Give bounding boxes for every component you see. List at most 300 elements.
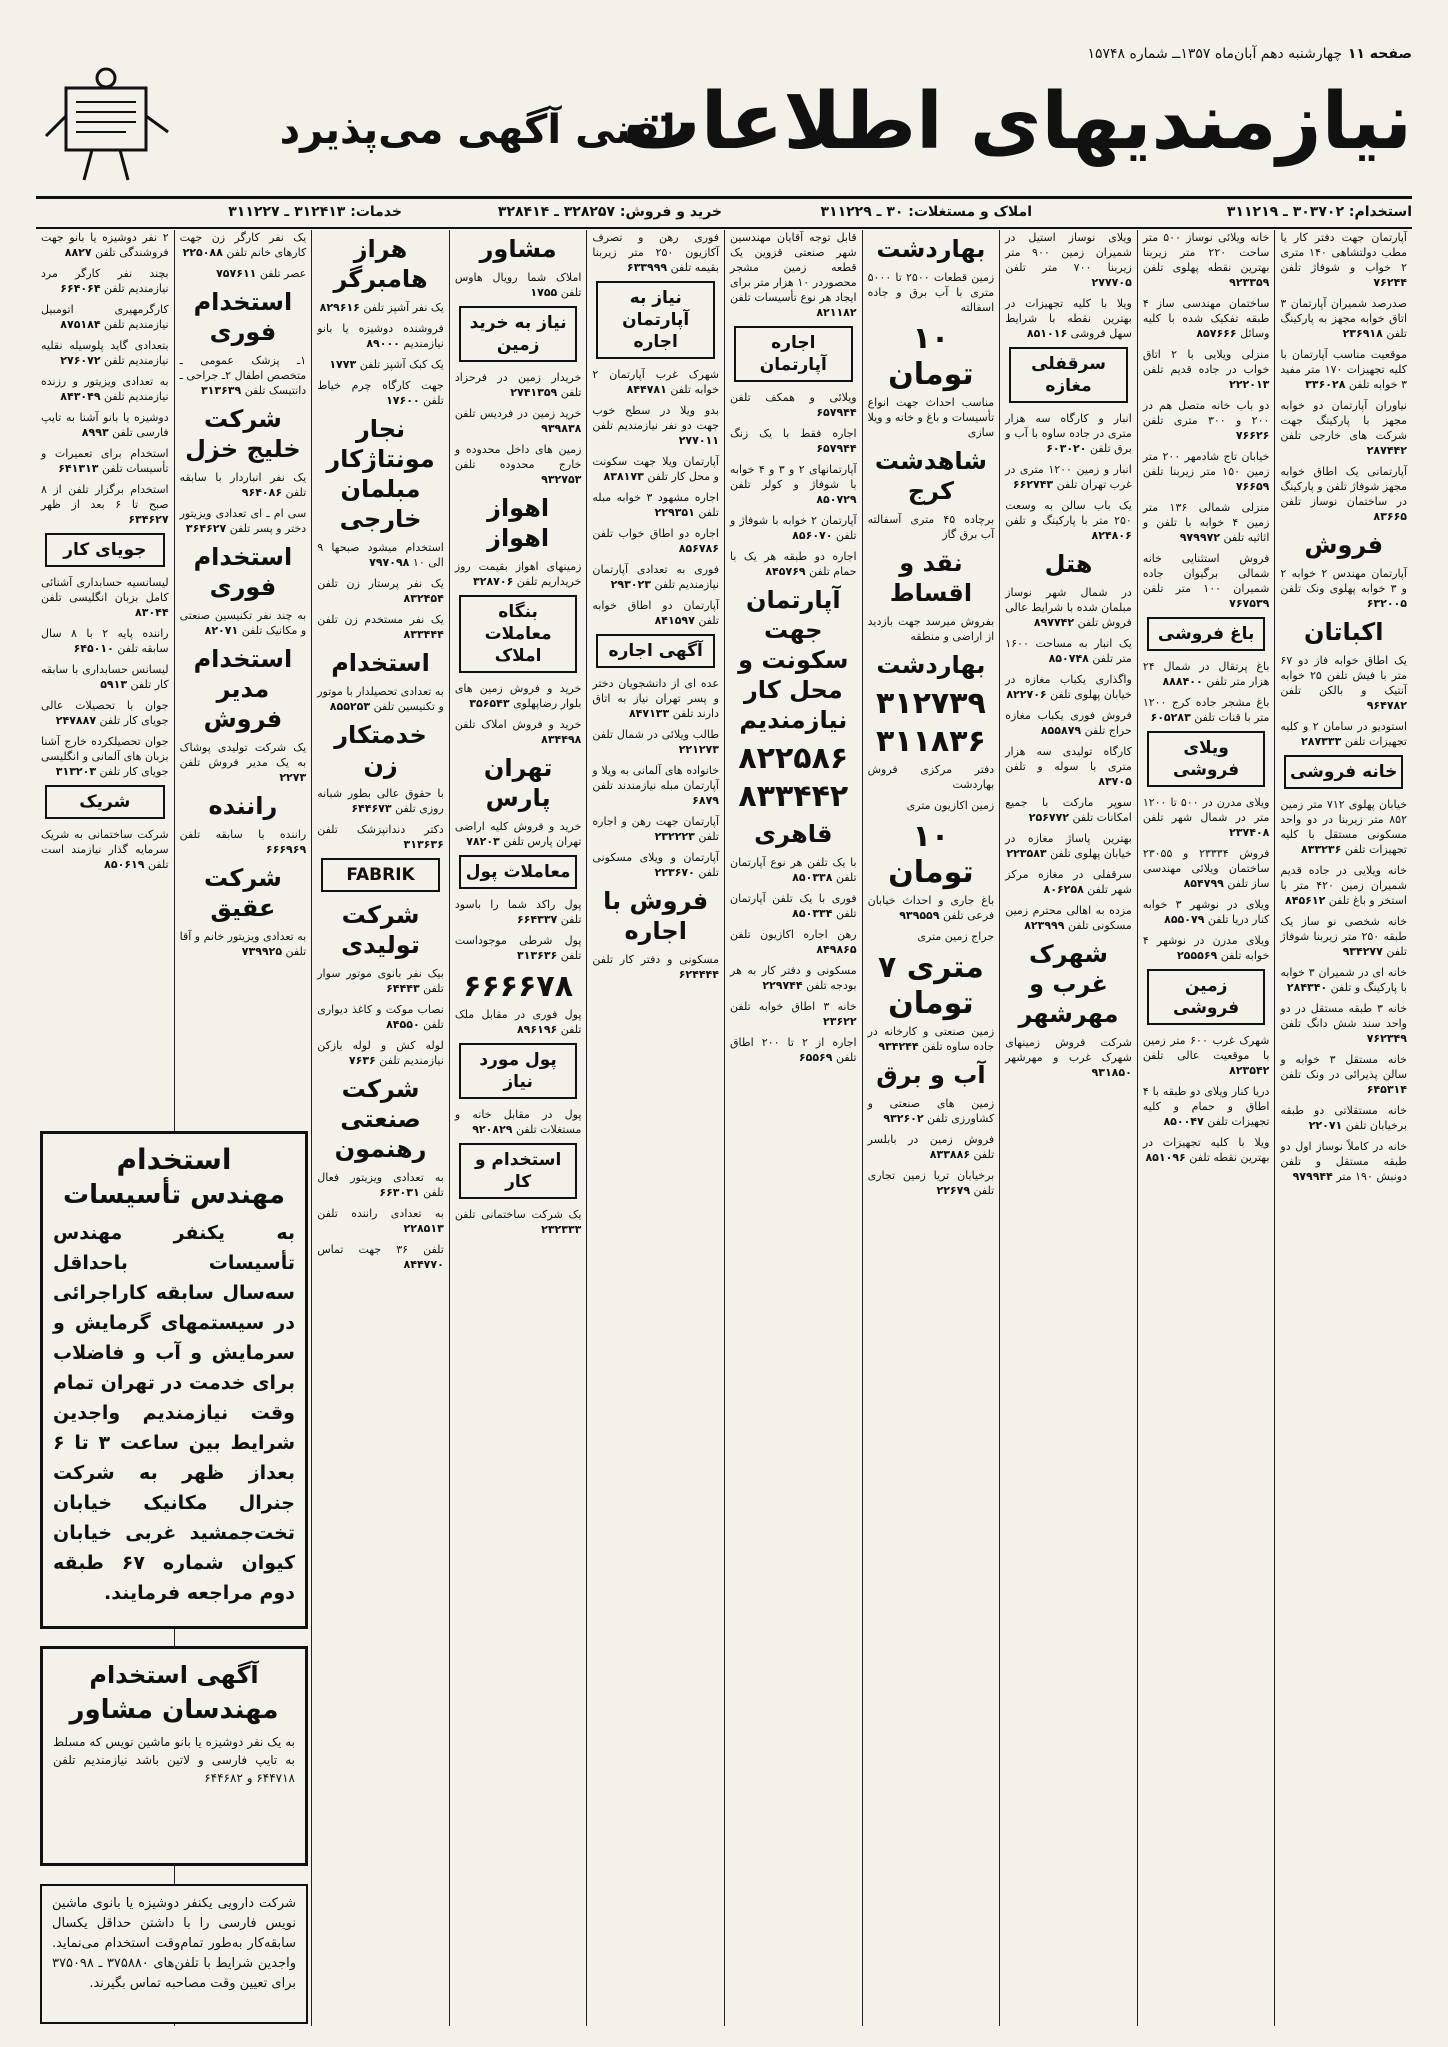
ad-text: برخیابان تریا زمین تجاری تلفن	[867, 1169, 995, 1197]
classified-ad	[730, 462, 857, 507]
ad-text: سی ام ـ ای تعدادی ویزیتور دختر و پسر تلفن	[179, 507, 307, 535]
classified-ad	[1005, 636, 1132, 666]
classified-ad	[592, 763, 719, 808]
big-ad-subtitle: مهندس تأسیسات	[63, 1180, 285, 1210]
ad-text: ویلا با کلیه تجهیزات در بهترین نقطه با شرایط سهل فروشی	[1005, 297, 1132, 340]
ad-text: رهن اجاره اکازیون تلفن	[730, 928, 857, 941]
masthead	[36, 74, 1412, 192]
ad-phone: ۲۳۲۲۲۳	[654, 830, 695, 843]
section-box: معاملات پول	[459, 855, 578, 889]
ad-phone: ۸۹۹۳	[81, 426, 109, 439]
ad-text: پول در مقابل خانه و مستغلات تلفن	[454, 1108, 582, 1136]
classified-ad	[455, 270, 582, 300]
ad-text: ساختمان مهندسی ساز ۴ طبقه تفکیک شده با کلیه وسائل	[1142, 297, 1270, 340]
classified-ad	[868, 1024, 995, 1054]
ad-text: برچاده ۴۵ متری آسفالته آب برق گاز	[867, 513, 995, 541]
classified-ad	[592, 598, 719, 628]
ad-heading: شرکت تولیدی	[341, 901, 420, 959]
phone-numbers: ۳۱۲۴۱۳ ـ ۳۱۱۲۲۷	[228, 204, 346, 220]
ad-phone: ۹۲۳۳۵۹	[1229, 276, 1270, 289]
ad-phone: ۲۷۷۷۰۵	[1091, 276, 1132, 289]
classified-ad	[455, 442, 582, 487]
section-box: نیاز به آپارتمان اجاره	[596, 281, 715, 359]
ad-phone: ۸۵۰۷۴۸	[1048, 652, 1089, 665]
classified-ad	[592, 403, 719, 448]
ad-text: خانه ویلائی نوساز ۵۰۰ متر ساحت ۲۲۰ متر زیربنا بهترین نقطه پهلوی تلفن	[1142, 231, 1270, 274]
ad-phone: ۸۹۷۷۴۲	[1033, 616, 1075, 629]
classified-ad	[317, 1206, 444, 1236]
phone-numbers: ۳۰ ـ ۳۱۱۲۲۹	[820, 204, 904, 220]
pharma-job-ad	[40, 1884, 308, 2024]
ad-phone: ۶۴۵۰۱۰	[73, 642, 114, 655]
ad-text: طالب ویلائی در شمال تلفن	[592, 728, 719, 741]
ad-text: ویلای مدرن در ۵۰۰ تا ۱۲۰۰ متر در شمال شهر تلفن	[1142, 796, 1270, 824]
ad-phone: ۶۵۷۹۴۴	[816, 406, 857, 419]
page-number: صفحه ۱۱	[1347, 46, 1412, 62]
classified-ad	[41, 230, 169, 260]
reader-illustration-icon	[36, 66, 186, 184]
ad-phone: ۸۳۳۴۴۴	[403, 628, 444, 641]
ad-text: ویلا با کلیه تجهیزات در بهترین نقطه تلفن	[1142, 1136, 1270, 1164]
ad-phone: ۶۳۳۹۹۹	[626, 261, 668, 274]
section-box: باغ فروشی	[1147, 617, 1266, 651]
classified-ad	[592, 490, 719, 520]
classified-ad	[41, 338, 169, 368]
ad-phone: ۳۱۳۶۳۶	[403, 838, 444, 851]
ad-phone: ۲۸۷۳۳۳	[1301, 735, 1342, 748]
ad-phone: ۶۳۲۰۰۵	[1366, 597, 1407, 610]
classified-ad	[317, 1170, 444, 1200]
classified-ad	[1280, 914, 1407, 959]
ad-text: آپارتمانی یک اطاق خوابه مجهز شوفاژ تلفن و پارکینگ در ساختمان نوساز تلفن	[1280, 465, 1407, 508]
big-number: ۳۱۱۸۳۶	[875, 724, 986, 759]
ad-phone: ۸۲۲۷۰۶	[1006, 688, 1047, 701]
ad-text: تلفن ۳۶ جهت تماس	[317, 1243, 444, 1256]
phone-buysell	[498, 199, 722, 225]
ad-phone: ۸۵۴۷۹۹	[1183, 877, 1224, 890]
classified-ad	[1143, 846, 1270, 891]
ad-phone: ۷۶۶۵۹	[1235, 480, 1270, 493]
issue-date: چهارشنبه دهم آبان‌ماه ۱۳۵۷ــ شماره ۱۵۷۴۸	[1087, 46, 1342, 62]
ad-phone: ۸۳۲۴۵۴	[403, 592, 444, 605]
ad-phone: ۲۲۶۷۹	[936, 1184, 971, 1197]
classified-ad	[1005, 744, 1132, 789]
ad-phone: ۸۳۳۸۸۶	[929, 1148, 971, 1161]
ad-phone: ۸۴۷۱۳۳	[628, 707, 670, 720]
ad-text: فروش ۲۳۳۳۴ و ۲۳۰۵۵ ساختمان ویلائی مهندسی ساز تلفن	[1142, 847, 1270, 890]
classified-ad	[41, 734, 169, 779]
ad-text: خانه ۳ طبقه مستقل در دو واحد سند شش دانگ تلفن	[1280, 1002, 1407, 1030]
classified-ad	[592, 814, 719, 844]
ad-text: بچند نفر کارگر مرد نیازمندیم تلفن	[41, 267, 169, 295]
ad-phone: ۸۲۱۱۸۲	[816, 306, 857, 319]
ad-text: یک نفر پرستار زن تلفن	[317, 577, 444, 590]
ad-text: در شمال شهر نوساز مبلمان شده با شرایط عالی فروش تلفن	[1005, 586, 1132, 629]
ad-text: استخدام برای تعمیرات و تأسیسات تلفن	[41, 447, 169, 475]
classified-ad	[317, 540, 444, 570]
ad-phone: ۸۹۶۱۹۶	[516, 1023, 558, 1036]
ad-phone: ۸۵۰۷۲۹	[816, 493, 857, 506]
ad-column	[311, 230, 449, 2026]
ad-heading: شهرک غرب و مهرشهر	[1018, 940, 1119, 1028]
ad-text: یک باب سالن به وسعت ۲۵۰ متر با پارکینگ و تلفن	[1005, 499, 1132, 527]
section-box: آگهی اجاره	[596, 634, 715, 668]
ad-phone: ۶۶۶۹۶۹	[265, 843, 307, 856]
ad-phone: ۳۳۶۰۲۸	[1305, 378, 1346, 391]
classified-ad	[592, 526, 719, 556]
ad-text: زمین اکازیون متری	[906, 799, 995, 812]
ad-column	[1137, 230, 1275, 2026]
ad-heading: هتل	[1044, 550, 1093, 578]
ad-phone: ۷۶۶۲۶	[1235, 429, 1270, 442]
ad-phone: ۲۲۹۷۴۴	[762, 979, 803, 992]
classified-ad	[1143, 449, 1270, 494]
classified-ad	[1280, 566, 1407, 611]
classified-ad	[868, 1132, 995, 1162]
ad-text: ویلای در نوشهر ۳ خوابه کنار دریا تلفن	[1142, 898, 1270, 926]
ad-phone: ۶۵۵۶۹	[798, 1051, 833, 1064]
ad-phone: ۶۵۷۹۴۴	[816, 442, 857, 455]
ad-text: لیسانس حسابداری با سابقه کار تلفن	[41, 663, 169, 691]
phone-employment	[1227, 199, 1412, 225]
ad-phone: ۵۹۱۳	[100, 678, 128, 691]
ad-text: زمینهای اهواز بقیمت روز خریداریم تلفن	[454, 560, 582, 588]
ad-text: خانه در کاملاً نوساز اول دو طبقه مستقل و تلفن دونبش ۱۹۰ متر	[1280, 1140, 1407, 1183]
ad-text: آپارتمان دو اطاق خوابه تلفن	[592, 599, 719, 627]
classified-ad	[1280, 797, 1407, 857]
section-box: استخدام و کار	[459, 1143, 578, 1199]
classified-ad	[1280, 464, 1407, 524]
ad-text: یک نفر آشپز تلفن	[359, 301, 444, 314]
classified-ad	[592, 850, 719, 880]
ad-text: خریدار زمین در فرحزاد تلفن	[454, 371, 582, 399]
ad-text: یک انبار به مساحت ۱۶۰۰ متر تلفن	[1005, 637, 1132, 665]
big-ad-body: به یکنفر مهندس تأسیسات باحداقل سه‌سال سابقه کاراجرائی در سیستمهای گرمایش و سرمایش و آب و فاضلاب برای خدمت در تهران تمام وقت نیازمندیم واجدین شرایط بین ساعت ۳ تا ۶ بعداز ظهر به شرکت جنرال مکانیک خیابان تخت‌جمشید غربی خیابان کیوان شماره ۶۷ طبقه دوم مراجعه فرمایند.	[53, 1222, 295, 1604]
big-ad-subtitle: مهندسان مشاور	[69, 1695, 279, 1725]
ad-heading: آب و برق	[876, 1061, 986, 1089]
classified-ad	[180, 266, 307, 281]
ad-text: مناسب احداث جهت انواع تأسیسات و باغ و خانه و ویلا سازی	[867, 396, 995, 439]
classified-ad	[317, 378, 444, 408]
ad-text: قابل توجه آقایان مهندسین شهر صنعتی قزوین یک قطعه زمین مشجر محصوردر ۱۰ هزار متر برای ایجاد هر نوع تأسیسات تلفن	[730, 231, 857, 304]
ad-text: ۲ نفر دوشیزه یا بانو جهت فروشندگی تلفن	[41, 231, 169, 259]
ad-phone: ۸۵۰۳۳۴	[792, 907, 833, 920]
ad-text: باغ مشجر جاده کرج ۱۲۰۰ متر با قنات تلفن	[1142, 696, 1270, 724]
ad-text: آپارتمان جهت دفتر کار یا مطب دولتشاهی ۱۴۰ متری ۲ خواب و شوفاژ تلفن	[1280, 231, 1407, 274]
ad-text: بفروش میرسد جهت بازدید از اراضی و منطقه	[867, 615, 995, 643]
classified-ad	[180, 353, 307, 398]
classified-ad	[455, 1007, 582, 1037]
ad-text: آپارتمان مهندس ۲ خوابه ۲ و ۳ خوابه پهلوی ونک تلفن	[1280, 567, 1407, 595]
ad-heading: مشاور	[479, 235, 557, 263]
ad-text: فروشنده دوشیزه یا بانو نیازمندیم	[317, 322, 444, 350]
ad-text: استخدام برگزار تلفن از ۸ صبح تا ۶ بعد از ظهر	[41, 483, 169, 511]
ad-text: آپارتمان ۲ خوابه با شوفاژ و تلفن	[730, 514, 857, 542]
ad-text: آپارتمان جهت رهن و اجاره تلفن	[592, 815, 719, 843]
ad-phone: ۳۵۶۵۴۳	[469, 697, 510, 710]
ad-text: خانواده های آلمانی به ویلا و آپارتمان مبله نیازمندند تلفن	[592, 764, 719, 792]
ad-phone: ۲۲۸۵۱۳	[403, 1222, 444, 1235]
classified-ad	[1280, 1103, 1407, 1133]
classified-ad	[1143, 695, 1270, 725]
classified-ad	[180, 470, 307, 500]
classified-ad	[592, 727, 719, 757]
classified-ad	[592, 562, 719, 592]
classified-ad	[1280, 230, 1407, 290]
ad-phone: ۱۷۷۳	[329, 358, 357, 371]
ad-text: خانه ویلایی در جاده قدیم شمیران زمین ۴۲۰ متر با استخر و باغ تلفن	[1280, 864, 1407, 907]
ad-phone: ۸۵۱۰۹۶	[1145, 1151, 1186, 1164]
big-number: متری ۷ تومان	[878, 950, 984, 1021]
classified-ad	[730, 891, 857, 921]
ad-text: آپارتمان ویلا جهت سکونت و محل کار تلفن	[592, 455, 719, 483]
ad-text: زمین قطعات ۲۵۰۰ تا ۵۰۰۰ متری با آب برق و جاده اسفالته	[867, 271, 995, 314]
masthead-title: نیازمندیهای اطلاعات	[622, 77, 1412, 167]
ad-heading: آپارتمان جهت سکونت و محل کار نیازمندیم	[738, 586, 849, 734]
classified-ad	[868, 395, 995, 440]
ad-text: یک نفر انباردار با سابقه تلفن	[179, 471, 307, 499]
classified-ad	[180, 608, 307, 638]
ad-phone: ۸۵۵۰۷۹	[1164, 913, 1205, 926]
classified-ad	[317, 357, 444, 372]
ad-text: انبار و زمین ۱۲۰۰ متری در غرب تهران تلفن	[1005, 463, 1132, 491]
ad-phone: ۶۶۲۷۴۳	[1012, 478, 1054, 491]
classified-ad	[317, 822, 444, 852]
ad-text: به تعدادی راننده تلفن	[317, 1207, 444, 1220]
ad-text: یک نفر کارگر زن جهت کارهای خانم تلفن	[179, 231, 307, 259]
ad-text: اجاره دو طبقه هر یک با حمام تلفن	[730, 550, 857, 578]
ad-text: بتعدادی گاید پلوسیله نقلیه نیازمندیم تلفن	[41, 339, 169, 367]
ad-text: لوله کش و لوله بازکن نیازمندیم تلفن	[317, 1039, 444, 1067]
classified-ad	[1143, 897, 1270, 927]
classified-ad	[1143, 296, 1270, 341]
ad-heading: نقد و اقساط	[889, 549, 973, 607]
classified-ad	[1143, 1033, 1270, 1078]
ad-phone: ۳۱۳۶۳۹	[200, 384, 242, 397]
ad-phone: ۳۲۸۷۰۶	[473, 575, 514, 588]
phone-numbers: ۳۰۳۷۰۲ ـ ۳۱۱۲۱۹	[1226, 204, 1344, 220]
ad-phone: ۶۲۴۴۴۴	[678, 968, 719, 981]
ad-phone: ۸۴۴۷۸۱	[626, 383, 667, 396]
ad-phone: ۶۰۳۰۲۰	[1046, 442, 1087, 455]
ad-phone: ۷۶۳۶	[348, 1054, 376, 1067]
ad-text: خانه ای در شمیران ۳ خوابه با پارکینگ و تلفن	[1280, 966, 1408, 994]
classified-ad	[1143, 795, 1270, 840]
ad-phone: ۲۲۵۰۸۸	[182, 246, 223, 259]
phone-numbers: ۳۲۸۲۵۷ ـ ۳۲۸۴۱۴	[497, 204, 616, 220]
classified-ad	[41, 626, 169, 656]
classified-ad	[317, 966, 444, 996]
ad-phone: ۷۶۲۳۴۹	[1366, 1032, 1407, 1045]
ad-phone: ۸۵۷۶۶۶	[1196, 327, 1237, 340]
ad-phone: ۲۲۱۲۷۳	[678, 743, 719, 756]
ad-text: دفتر مرکزی فروش بهاردشت	[867, 763, 995, 791]
ad-phone: ۷۹۷۰۹۸	[369, 556, 410, 569]
ad-phone: ۹۳۱۸۵۰	[1091, 1066, 1132, 1079]
ad-heading: اهواز اهواز	[487, 494, 550, 552]
ad-text: فوری به تعدادی آپارتمان نیازمندیم تلفن	[592, 563, 719, 591]
ad-heading: شرکت صنعتی رهنمون	[334, 1075, 427, 1163]
ad-text: فوری رهن و تصرف آکازیون ۲۵۰ متر زیربنا بقیمه تلفن	[592, 231, 719, 274]
ad-heading: نجار مونتاژکار مبلمان خارجی	[326, 415, 435, 533]
ad-text: فروش استثنایی خانه شمالی برگیوان جاده شمیران ۱۰۰ متر تلفن	[1142, 552, 1270, 595]
section-box: FABRIK	[321, 858, 440, 892]
ad-phone: ۱۷۵۵	[530, 286, 558, 299]
ad-text: شهرک غرب آپارتمان ۲ خوابه تلفن	[592, 368, 719, 396]
ad-phone: ۹۷۹۹۷۲	[1179, 531, 1221, 544]
classified-ad	[730, 927, 857, 957]
big-number: ۱۰ تومان	[888, 819, 974, 890]
big-ad-body: شرکت دارویی یکنفر دوشیزه یا بانوی ماشین نویس فارسی را با داشتن حداقل یکسال سابقه‌کار به‌طور تمام‌وقت استخدام می‌نماید. واجدین شرایط با تلفن‌های ۳۷۵۸۸۰ ـ ۳۷۵۰۹۸ برای تعیین وقت مصاحبه تماس بگیرند.	[52, 1896, 296, 1991]
ad-text: شرکت فروش زمینهای شهرک غرب و مهرشهر	[1005, 1036, 1132, 1064]
ad-text: پول فوری در مقابل ملک تلفن	[454, 1008, 582, 1036]
ad-phone: ۶۴۴۶۷۳	[351, 802, 392, 815]
ad-phone: ۱۷۶۰۰	[386, 394, 420, 407]
ad-text: یک نفر مستخدم زن تلفن	[317, 613, 444, 626]
ad-phone: ۸۵۵۲۵۳	[329, 700, 371, 713]
ad-text: دو باب خانه متصل هم در ۲۰۰ و ۳۰۰ متری تلفن	[1142, 399, 1270, 427]
classified-ad	[1143, 1135, 1270, 1165]
classified-ad	[1280, 347, 1407, 392]
ad-phone: ۲۸۷۴۴۲	[1366, 444, 1407, 457]
ad-text: آپارتمان و ویلای مسکونی تلفن	[592, 851, 719, 879]
big-number: ۸۲۲۵۸۶	[738, 741, 849, 776]
classified-ad	[1005, 1035, 1132, 1080]
consultant-job-ad	[40, 1646, 308, 1866]
ad-phone: ۸۵۱۰۱۶	[1026, 327, 1068, 340]
classified-ad	[455, 370, 582, 400]
ad-phone: ۶۴۱۳۱۳	[58, 462, 99, 475]
classified-ad	[730, 513, 857, 543]
section-box: نیاز به خرید زمین	[459, 306, 578, 362]
classified-ad	[1143, 1084, 1270, 1129]
ad-text: شرکت ساختمانی به شریک سرمایه گذار نیازمند است تلفن	[41, 828, 169, 871]
ad-phone: ۹۶۴۷۸۲	[1366, 699, 1407, 712]
classified-ad	[41, 302, 169, 332]
ad-phone: ۲۲۷۳	[279, 771, 307, 784]
phone-label: خرید و فروش:	[619, 204, 722, 220]
ad-text: یک شرکت ساختمانی تلفن	[454, 1208, 582, 1221]
ad-text: با یک تلفن هر نوع آپارتمان تلفن	[730, 856, 857, 884]
classified-ad	[1143, 933, 1270, 963]
section-box: ویلای فروشی	[1147, 731, 1266, 787]
ad-text: عصر تلفن	[256, 267, 307, 280]
ad-text: بیک نفر بانوی موتور سوار تلفن	[317, 967, 444, 995]
classified-ad	[730, 1035, 857, 1065]
classified-ad	[41, 446, 169, 476]
ad-text: اجاره دو اطاق خواب تلفن	[592, 527, 719, 540]
big-ad-title: آگهی استخدام	[89, 1661, 259, 1689]
ad-phone: ۸۲۰۷۱	[204, 624, 239, 637]
classified-ad	[180, 740, 307, 785]
classified-ad	[41, 374, 169, 404]
classified-ad	[868, 1096, 995, 1126]
ad-phone: ۸۵۰۰۴۷	[1163, 1115, 1204, 1128]
ad-text: بهترین پاساژ مغازه در خیابان پهلوی تلفن	[1005, 832, 1132, 860]
ad-phone: ۲۸۴۳۴۰	[1286, 981, 1328, 994]
ad-text: یک کبک آشپز تلفن	[356, 358, 444, 371]
classified-ad	[317, 684, 444, 714]
classified-ad	[455, 406, 582, 436]
classified-ad	[1005, 795, 1132, 825]
ad-heading: استخدام فوری	[193, 288, 293, 346]
classified-ad	[868, 614, 995, 644]
ad-phone: ۸۴۵۷۶۹	[765, 565, 806, 578]
ad-phone: ۸۵۵۸۷۹	[1040, 724, 1082, 737]
phone-services	[228, 199, 402, 225]
classified-ad	[1280, 863, 1407, 908]
classified-ad	[1005, 296, 1132, 341]
ad-phone: ۸۴۵۶۱۲	[1285, 894, 1326, 907]
ad-heading: خدمتکار زن	[334, 721, 427, 779]
classified-ad	[730, 390, 857, 420]
ad-phone: ۲۵۶۷۷۲	[1028, 811, 1070, 824]
ad-heading: تهران پارس	[483, 754, 553, 812]
classified-ad	[1005, 903, 1132, 933]
classified-ad	[730, 549, 857, 579]
ad-phone: ۸۹۰۰۰	[366, 337, 400, 350]
ad-heading: استخدام	[331, 649, 430, 677]
ad-phone: ۸۵۰۳۳۸	[792, 871, 833, 884]
ad-heading: استخدام فوری	[193, 543, 293, 601]
classified-ad	[455, 559, 582, 589]
classified-ad	[41, 482, 169, 527]
classified-ad	[455, 1107, 582, 1137]
ad-phone: ۸۵۰۶۱۹	[104, 858, 145, 871]
classified-ad	[868, 512, 995, 542]
ad-text: فروش فوری یکباب مغازه حراج تلفن	[1005, 709, 1132, 737]
ad-phone: ۸۲۴۸۰۶	[1091, 529, 1132, 542]
section-box: جویای کار	[45, 533, 165, 567]
classified-ad	[317, 612, 444, 642]
ad-phone: ۷۳۹۹۲۵	[241, 945, 283, 958]
ad-phone: ۶۸۷۹	[692, 794, 719, 807]
ad-text: خرید زمین در فردیس تلفن	[454, 407, 582, 420]
ad-phone: ۸۳۴۴۹۸	[541, 733, 582, 746]
classified-ad	[1143, 230, 1270, 290]
ad-phone: ۲۳۲۳۳۳	[541, 1223, 582, 1236]
ad-phone: ۳۱۳۶۳۶	[516, 949, 558, 962]
ad-text: خرید و فروش کلیه اراضی تهران پارس تلفن	[454, 820, 582, 848]
ad-phone: ۲۲۰۷۱	[1308, 1119, 1343, 1132]
ad-text: مسکونی و دفتر کار به هر بودجه تلفن	[730, 964, 857, 992]
ad-text: زمین های صنعتی و کشاورزی تلفن	[867, 1097, 995, 1125]
ad-text: اجاره مشهود ۳ خوابه مبله تلفن	[592, 491, 719, 519]
ad-text: استودیو در سامان ۲ و کلیه تجهیزات تلفن	[1280, 720, 1407, 748]
ad-text: نیاوران آپارتمان دو خوابه مجهز با پارکینگ جهت شرکت های خارجی تلفن	[1280, 399, 1407, 442]
ad-text: کارگرمهیری اتومبیل نیازمندیم تلفن	[41, 303, 169, 331]
classified-ad	[1005, 672, 1132, 702]
ad-phone: ۶۴۵۳۱۴	[1366, 1083, 1407, 1096]
big-ad-title: استخدام	[116, 1143, 232, 1176]
ad-phone: ۲۷۴۱۳۵۹	[510, 386, 558, 399]
classified-ad	[1143, 551, 1270, 611]
classified-ad	[41, 575, 169, 620]
classified-ad	[317, 321, 444, 351]
ad-heading: شرکت خلیج خزل	[185, 405, 301, 463]
phone-label: استخدام:	[1348, 204, 1412, 220]
classified-ad	[730, 855, 857, 885]
ad-text: مزده به اهالی محترم زمین مسکونی تلفن	[1005, 904, 1132, 932]
big-number: ۱۰ تومان	[888, 321, 974, 392]
ad-phone: ۸۸۲۷	[64, 246, 92, 259]
ad-phone: ۷۵۷۶۱۱	[216, 267, 257, 280]
ad-phone: ۸۴۴۷۷۰	[403, 1258, 444, 1271]
ad-phone: ۷۸۲۰۳	[466, 835, 500, 848]
ad-text: فوری با یک تلفن آپارتمان تلفن	[730, 892, 857, 920]
section-box: زمین فروشی	[1147, 969, 1266, 1025]
ad-phone: ۸۲۳۵۴۲	[1229, 1064, 1270, 1077]
